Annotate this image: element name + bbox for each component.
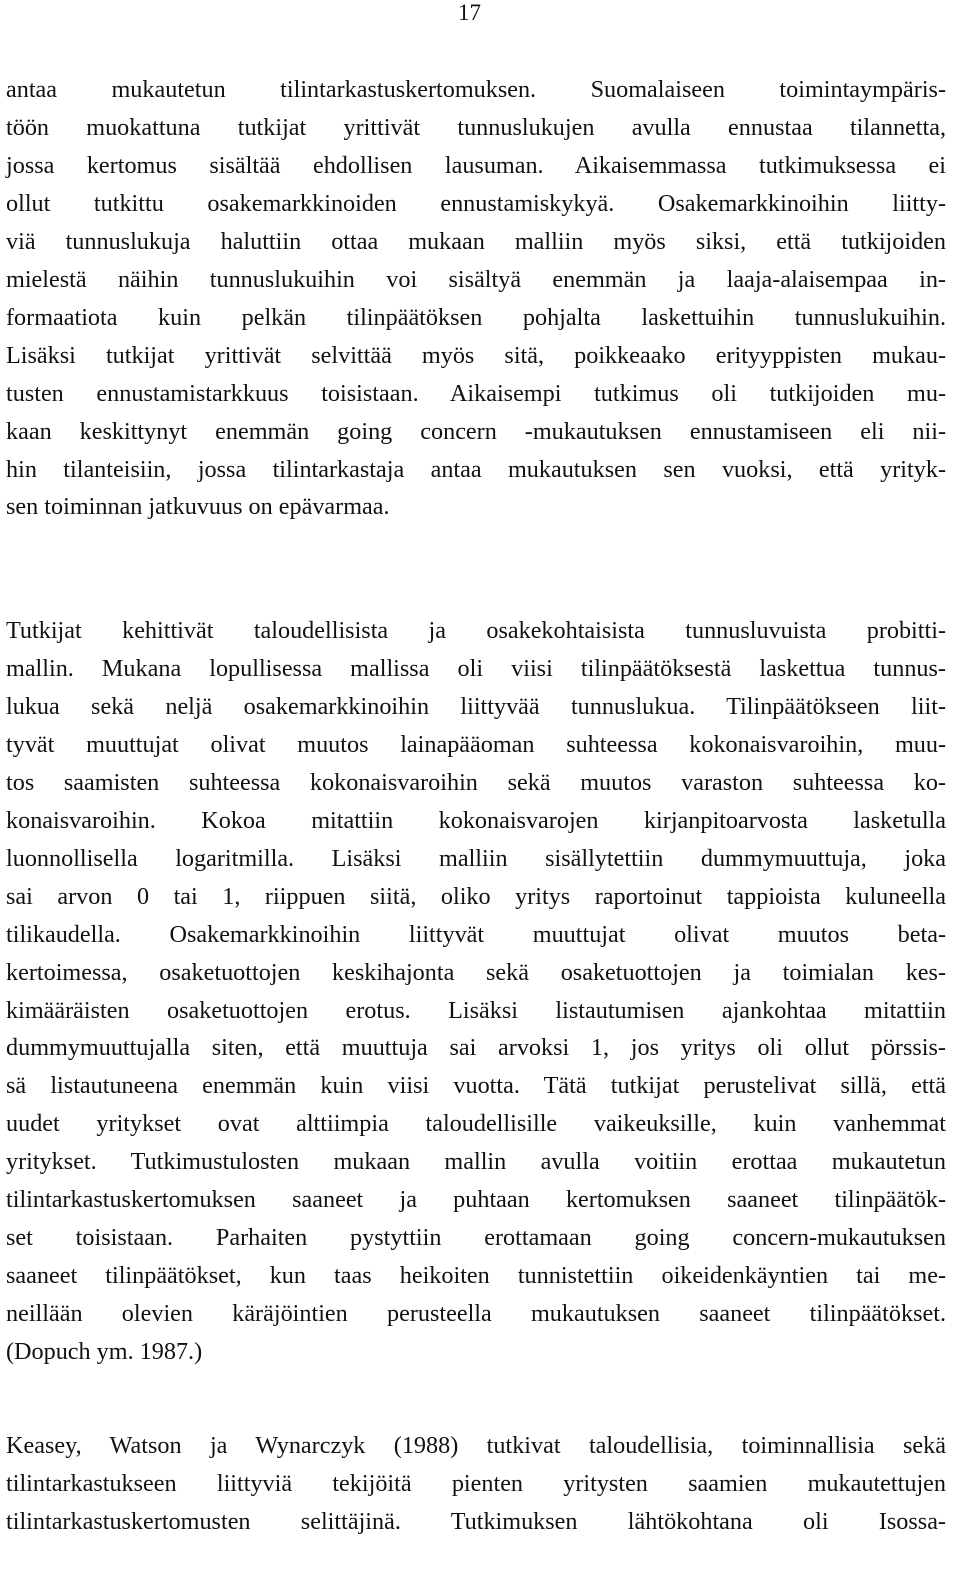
text-line: antaa mukautetun tilintarkastuskertomuksen. Suomalaiseen toimintaympäris-: [6, 76, 946, 103]
text-line: yritykset. Tutkimustulosten mukaan mallin avulla voitiin erottaa mukautetun: [6, 1148, 946, 1176]
text-line: luonnollisella logaritmilla. Lisäksi malliin sisällytettiin dummymuuttuja, joka: [6, 844, 946, 872]
text-line: sen toiminnan jatkuvuus on epävarmaa.: [6, 493, 390, 521]
paragraph-1: [6, 71, 946, 526]
text-line: konaisvaroihin. Kokoa mitattiin kokonaisvarojen kirjanpitoarvosta lasketulla: [6, 806, 946, 834]
text-line: Keasey, Watson ja Wynarczyk (1988) tutkivat taloudellisia, toiminnallisia sekä: [6, 1432, 946, 1459]
text-line: sä listautuneena enemmän kuin viisi vuotta. Tätä tutkijat perustelivat sillä, että: [6, 1072, 946, 1100]
text-line: mallin. Mukana lopullisessa mallissa oli viisi tilinpäätöksestä laskettua tunnus-: [6, 654, 946, 682]
text-line: (Dopuch ym. 1987.): [6, 1338, 203, 1366]
text-line: lukua sekä neljä osakemarkkinoihin liittyvää tunnuslukua. Tilinpäätökseen liit-: [6, 692, 946, 720]
text-line: Tutkijat kehittivät taloudellisista ja osakekohtaisista tunnusluvuista probitti-: [6, 617, 946, 644]
text-line: kimääräisten osaketuottojen erotus. Lisäksi listautumisen ajankohtaa mitattiin: [6, 996, 946, 1024]
text-line: mielestä näihin tunnuslukuihin voi sisältyä enemmän ja laaja-alaisempaa in-: [6, 265, 946, 293]
text-line: Lisäksi tutkijat yrittivät selvittää myös sitä, poikkeaako erityyppisten mukau-: [6, 341, 946, 369]
text-line: set toisistaan. Parhaiten pystyttiin erottamaan going concern-mukautuksen: [6, 1224, 946, 1252]
text-line: tilintarkastukseen liittyviä tekijöitä pienten yritysten saamien mukautettujen: [6, 1469, 946, 1497]
text-line: ollut tutkittu osakemarkkinoiden ennustamiskykyä. Osakemarkkinoihin liitty-: [6, 189, 946, 217]
text-line: hin tilanteisiin, jossa tilintarkastaja antaa mukautuksen sen vuoksi, että yrityk-: [6, 455, 946, 483]
text-line: tusten ennustamistarkkuus toisistaan. Aikaisempi tutkimus oli tutkijoiden mu-: [6, 379, 946, 407]
text-line: neillään olevien käräjöintien perusteella mukautuksen saaneet tilinpäätökset.: [6, 1300, 946, 1328]
paragraph-2: [6, 612, 946, 1371]
text-line: uudet yritykset ovat alttiimpia taloudellisille vaikeuksille, kuin vanhemmat: [6, 1110, 946, 1138]
text-line: tos saamisten suhteessa kokonaisvaroihin sekä muutos varaston suhteessa ko-: [6, 768, 946, 796]
text-line: kaan keskittynyt enemmän going concern -mukautuksen ennustamiseen eli nii-: [6, 417, 946, 445]
paragraph-3: [6, 1427, 946, 1541]
text-line: jossa kertomus sisältää ehdollisen lausuman. Aikaisemmassa tutkimuksessa ei: [6, 151, 946, 179]
text-line: töön muokattuna tutkijat yrittivät tunnuslukujen avulla ennustaa tilannetta,: [6, 113, 946, 141]
text-line: tilintarkastuskertomuksen saaneet ja puhtaan kertomuksen saaneet tilinpäätök-: [6, 1186, 946, 1214]
text-line: kertoimessa, osaketuottojen keskihajonta sekä osaketuottojen ja toimialan kes-: [6, 958, 946, 986]
text-line: viä tunnuslukuja haluttiin ottaa mukaan malliin myös siksi, että tutkijoiden: [6, 227, 946, 255]
text-line: tilikaudella. Osakemarkkinoihin liittyvät muuttujat olivat muutos beta-: [6, 920, 946, 948]
text-line: sai arvon 0 tai 1, riippuen siitä, oliko yritys raportoinut tappioista kuluneella: [6, 882, 946, 910]
text-line: tilintarkastuskertomusten selittäjinä. Tutkimuksen lähtökohtana oli Isossa-: [6, 1507, 946, 1535]
text-line: dummymuuttujalla siten, että muuttuja sai arvoksi 1, jos yritys oli ollut pörssis-: [6, 1034, 946, 1062]
text-line: formaatiota kuin pelkän tilinpäätöksen pohjalta laskettuihin tunnuslukuihin.: [6, 303, 946, 331]
text-line: tyvät muuttujat olivat muutos lainapääoman suhteessa kokonaisvaroihin, muu-: [6, 730, 946, 758]
page-number: 17: [458, 0, 481, 25]
text-line: saaneet tilinpäätökset, kun taas heikoiten tunnistettiin oikeidenkäyntien tai me-: [6, 1262, 946, 1290]
